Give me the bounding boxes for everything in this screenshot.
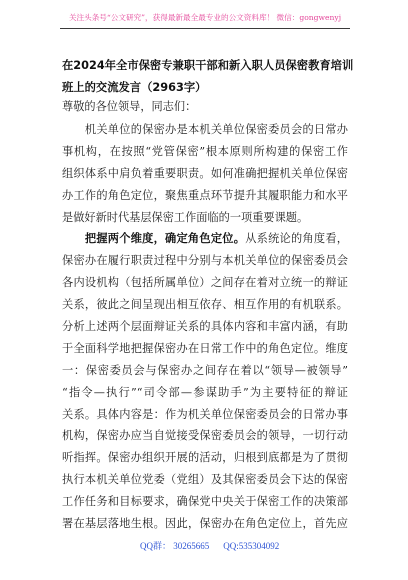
paragraph-line: 一：保密委员会与保密办之间存在着以“领导—被领导” bbox=[62, 363, 348, 377]
paragraph-line: 是做好新时代基层保密工作面临的一项重要课题。 bbox=[62, 210, 309, 224]
paragraph bbox=[62, 228, 348, 534]
header-divider bbox=[60, 28, 350, 29]
footer-qq-group: QQ群： 30265665 bbox=[140, 541, 210, 551]
paragraph-line bbox=[62, 228, 348, 250]
paragraph-line: 关系，彼此之间呈现出相互依存、相互作用的有机联系。 bbox=[62, 298, 348, 312]
paragraph-line: 关系。具体内容是：作为机关单位保密委员会的日常办事 bbox=[62, 407, 348, 421]
paragraph-line-text: 从系统论的角度看， bbox=[245, 232, 348, 246]
salutation: 尊敬的各位领导，同志们： bbox=[62, 100, 197, 113]
paragraph bbox=[62, 119, 348, 228]
paragraph-line: 保密办在履行职责过程中分别与本机关单位的保密委员会 bbox=[62, 254, 348, 268]
title-line: 班上的交流发言（2963字） bbox=[62, 81, 207, 94]
paragraph-line: 署在基层落地生根。因此，保密办在角色定位上，首先应 bbox=[62, 517, 348, 531]
header-notice: 关注头条号“公文研究”，获得最新最全最专业的公文资料库！ 微信：gongwenyj bbox=[68, 13, 342, 22]
paragraph-line: 分析上述两个层面辩证关系的具体内容和丰富内涵，有助 bbox=[62, 320, 348, 334]
paragraph-line: 机构，保密办应当自觉接受保密委员会的领导，一切行动 bbox=[62, 429, 348, 443]
paragraph-line: 机关单位的保密办是本机关单位保密委员会的日常办 bbox=[84, 123, 348, 136]
paragraph-line: 事机构，在按照“党管保密”根本原则所构建的保密工作 bbox=[62, 144, 348, 158]
document-body bbox=[62, 119, 348, 535]
paragraph-line: “指令—执行”“司令部—参谋助手”为主要特征的辩证 bbox=[62, 385, 348, 399]
paragraph-line: 各内设机构（包括所属单位）之间存在着对立统一的辩证 bbox=[62, 276, 348, 290]
paragraph-line: 办工作的角色定位，聚焦重点环节提升其履职能力和水平 bbox=[62, 188, 348, 202]
document-title bbox=[62, 55, 354, 99]
paragraph-line: 于全面科学地把握保密办在日常工作中的角色定位。维度 bbox=[62, 341, 348, 355]
footer bbox=[140, 539, 279, 553]
paragraph-line: 工作任务和目标要求，确保党中央关于保密工作的决策部 bbox=[62, 495, 348, 509]
title-line: 在2024年全市保密专兼职干部和新入职人员保密教育培训 bbox=[62, 59, 354, 72]
paragraph-lead-heading: 把握两个维度，确定角色定位。 bbox=[84, 231, 246, 246]
footer-qq: QQ:535304092 bbox=[223, 541, 280, 551]
paragraph-line: 组织体系中肩负着重要职责。如何准确把握机关单位保密 bbox=[62, 166, 348, 180]
paragraph-line: 执行本机关单位党委（党组）及其保密委员会下达的保密 bbox=[62, 473, 348, 487]
paragraph-line: 听指挥。保密办组织开展的活动，归根到底都是为了贯彻 bbox=[62, 451, 348, 465]
